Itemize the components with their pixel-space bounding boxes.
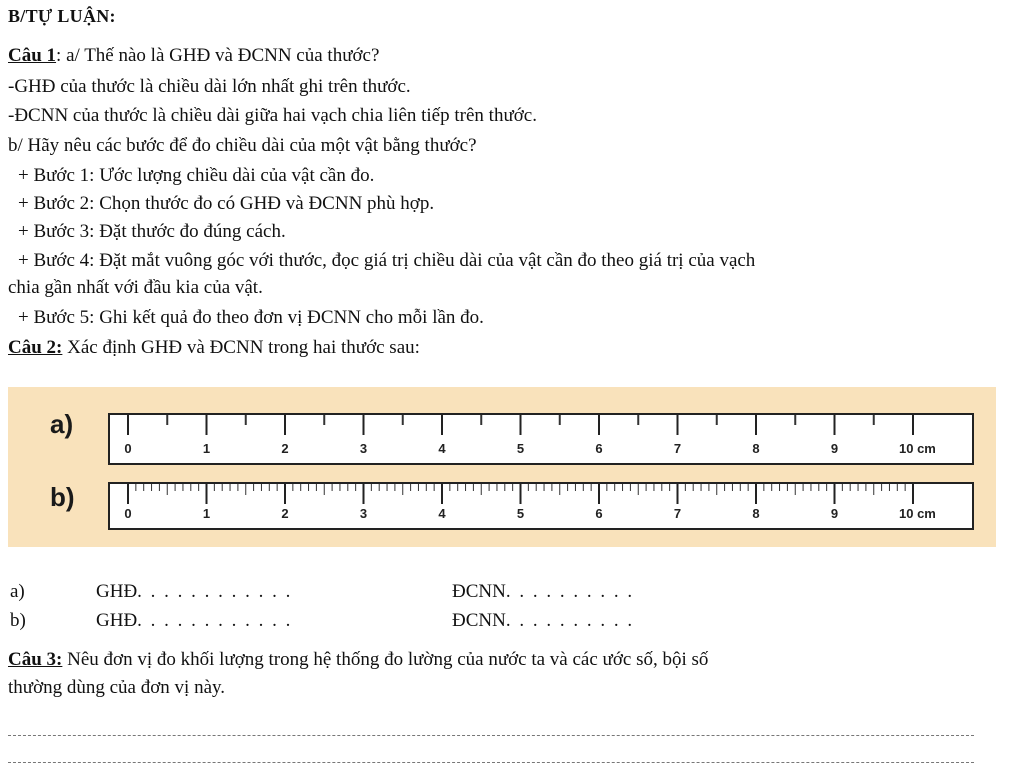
answer-writing-line (8, 735, 974, 736)
step-4-continued: chia gần nhất với đầu kia của vật. (8, 277, 263, 298)
ruler-b-tick-label: 0 (124, 506, 132, 521)
ruler-b-tick-label: 9 (830, 506, 839, 521)
answer-a-ghd: GHĐ. . . . . . . . . . . . (96, 581, 293, 602)
question-3-label: Câu 3: (8, 649, 63, 670)
ruler-b (108, 482, 974, 530)
answer-a-dcnn: ĐCNN. . . . . . . . . . (452, 581, 635, 602)
question-3-text: Nêu đơn vị đo khối lượng trong hệ thống đo lường của nước ta và các ước số, bội số (62, 649, 709, 670)
step-1: + Bước 1: Ước lượng chiều dài của vật cần đo. (18, 165, 375, 186)
ruler-b-tick-label: 8 (752, 506, 760, 521)
answer-b-label: b) (10, 610, 26, 631)
ruler-b-tick-label: 5 (516, 506, 525, 521)
ruler-a (108, 413, 974, 465)
question-2-label: Câu 2: (8, 337, 63, 358)
ruler-b-tick-label: 4 (438, 506, 446, 521)
ruler-a-tick-label: 3 (359, 441, 368, 456)
ruler-a-tick-label: 5 (516, 441, 525, 456)
ruler-a-tick-label: 6 (595, 441, 603, 456)
question-2-title (8, 336, 420, 360)
answer-a-dcnn-label: ĐCNN (452, 581, 506, 602)
ruler-a-tick-label: 1 (202, 441, 211, 456)
ruler-b-tick-label: 10 cm (899, 506, 936, 521)
ruler-a-tick-label: 8 (752, 441, 760, 456)
ruler-a-tick-label: 9 (830, 441, 839, 456)
question-1-text: : a/ Thế nào là GHĐ và ĐCNN của thước? (56, 45, 380, 66)
answer-b-ghd-label: GHĐ (96, 610, 138, 631)
answer-a-label: a) (10, 581, 25, 602)
question-1-label: Câu 1 (8, 45, 57, 66)
answer-b-ghd: GHĐ. . . . . . . . . . . . (96, 610, 293, 631)
question-1-answer-ghd: -GHĐ của thước là chiều dài lớn nhất ghi trên thước. (8, 76, 411, 97)
step-3: + Bước 3: Đặt thước đo đúng cách. (18, 221, 286, 242)
question-1-title (8, 44, 379, 68)
question-2-text: Xác định GHĐ và ĐCNN trong hai thước sau: (62, 337, 420, 358)
ruler-b-scale (110, 484, 976, 532)
ruler-a-tick-label: 0 (124, 441, 132, 456)
ruler-a-tick-label: 4 (438, 441, 446, 456)
question-1-answer-dcnn: -ĐCNN của thước là chiều dài giữa hai vạch chia liên tiếp trên thước. (8, 105, 537, 126)
ruler-b-tick-label: 1 (202, 506, 211, 521)
section-heading: B/TỰ LUẬN: (8, 6, 116, 26)
question-3-title (8, 648, 708, 672)
ruler-b-tick-label: 3 (359, 506, 368, 521)
ruler-a-tick-label: 10 cm (899, 441, 936, 456)
question-1-part-b: b/ Hãy nêu các bước để đo chiều dài của một vật bằng thước? (8, 135, 477, 156)
ruler-a-tick-label: 7 (673, 441, 682, 456)
question-3-continued: thường dùng của đơn vị này. (8, 677, 226, 698)
answer-b-dcnn-label: ĐCNN (452, 610, 506, 631)
step-5: + Bước 5: Ghi kết quả đo theo đơn vị ĐCNN cho mỗi lần đo. (18, 307, 484, 328)
ruler-b-tick-label: 6 (595, 506, 603, 521)
step-4: + Bước 4: Đặt mắt vuông góc với thước, đọc giá trị chiều dài của vật cần đo theo giá trị của vạch (18, 250, 756, 271)
ruler-b-label: b) (50, 482, 75, 512)
rulers-figure (8, 387, 996, 547)
answer-a-ghd-label: GHĐ (96, 581, 138, 602)
ruler-b-tick-label: 2 (281, 506, 289, 521)
ruler-a-scale (110, 415, 976, 467)
answer-writing-line (8, 762, 974, 763)
answer-b-dcnn: ĐCNN. . . . . . . . . . (452, 610, 635, 631)
ruler-a-label: a) (50, 409, 74, 439)
ruler-b-tick-label: 7 (673, 506, 682, 521)
ruler-a-tick-label: 2 (281, 441, 289, 456)
step-2: + Bước 2: Chọn thước đo có GHĐ và ĐCNN phù hợp. (18, 193, 435, 214)
